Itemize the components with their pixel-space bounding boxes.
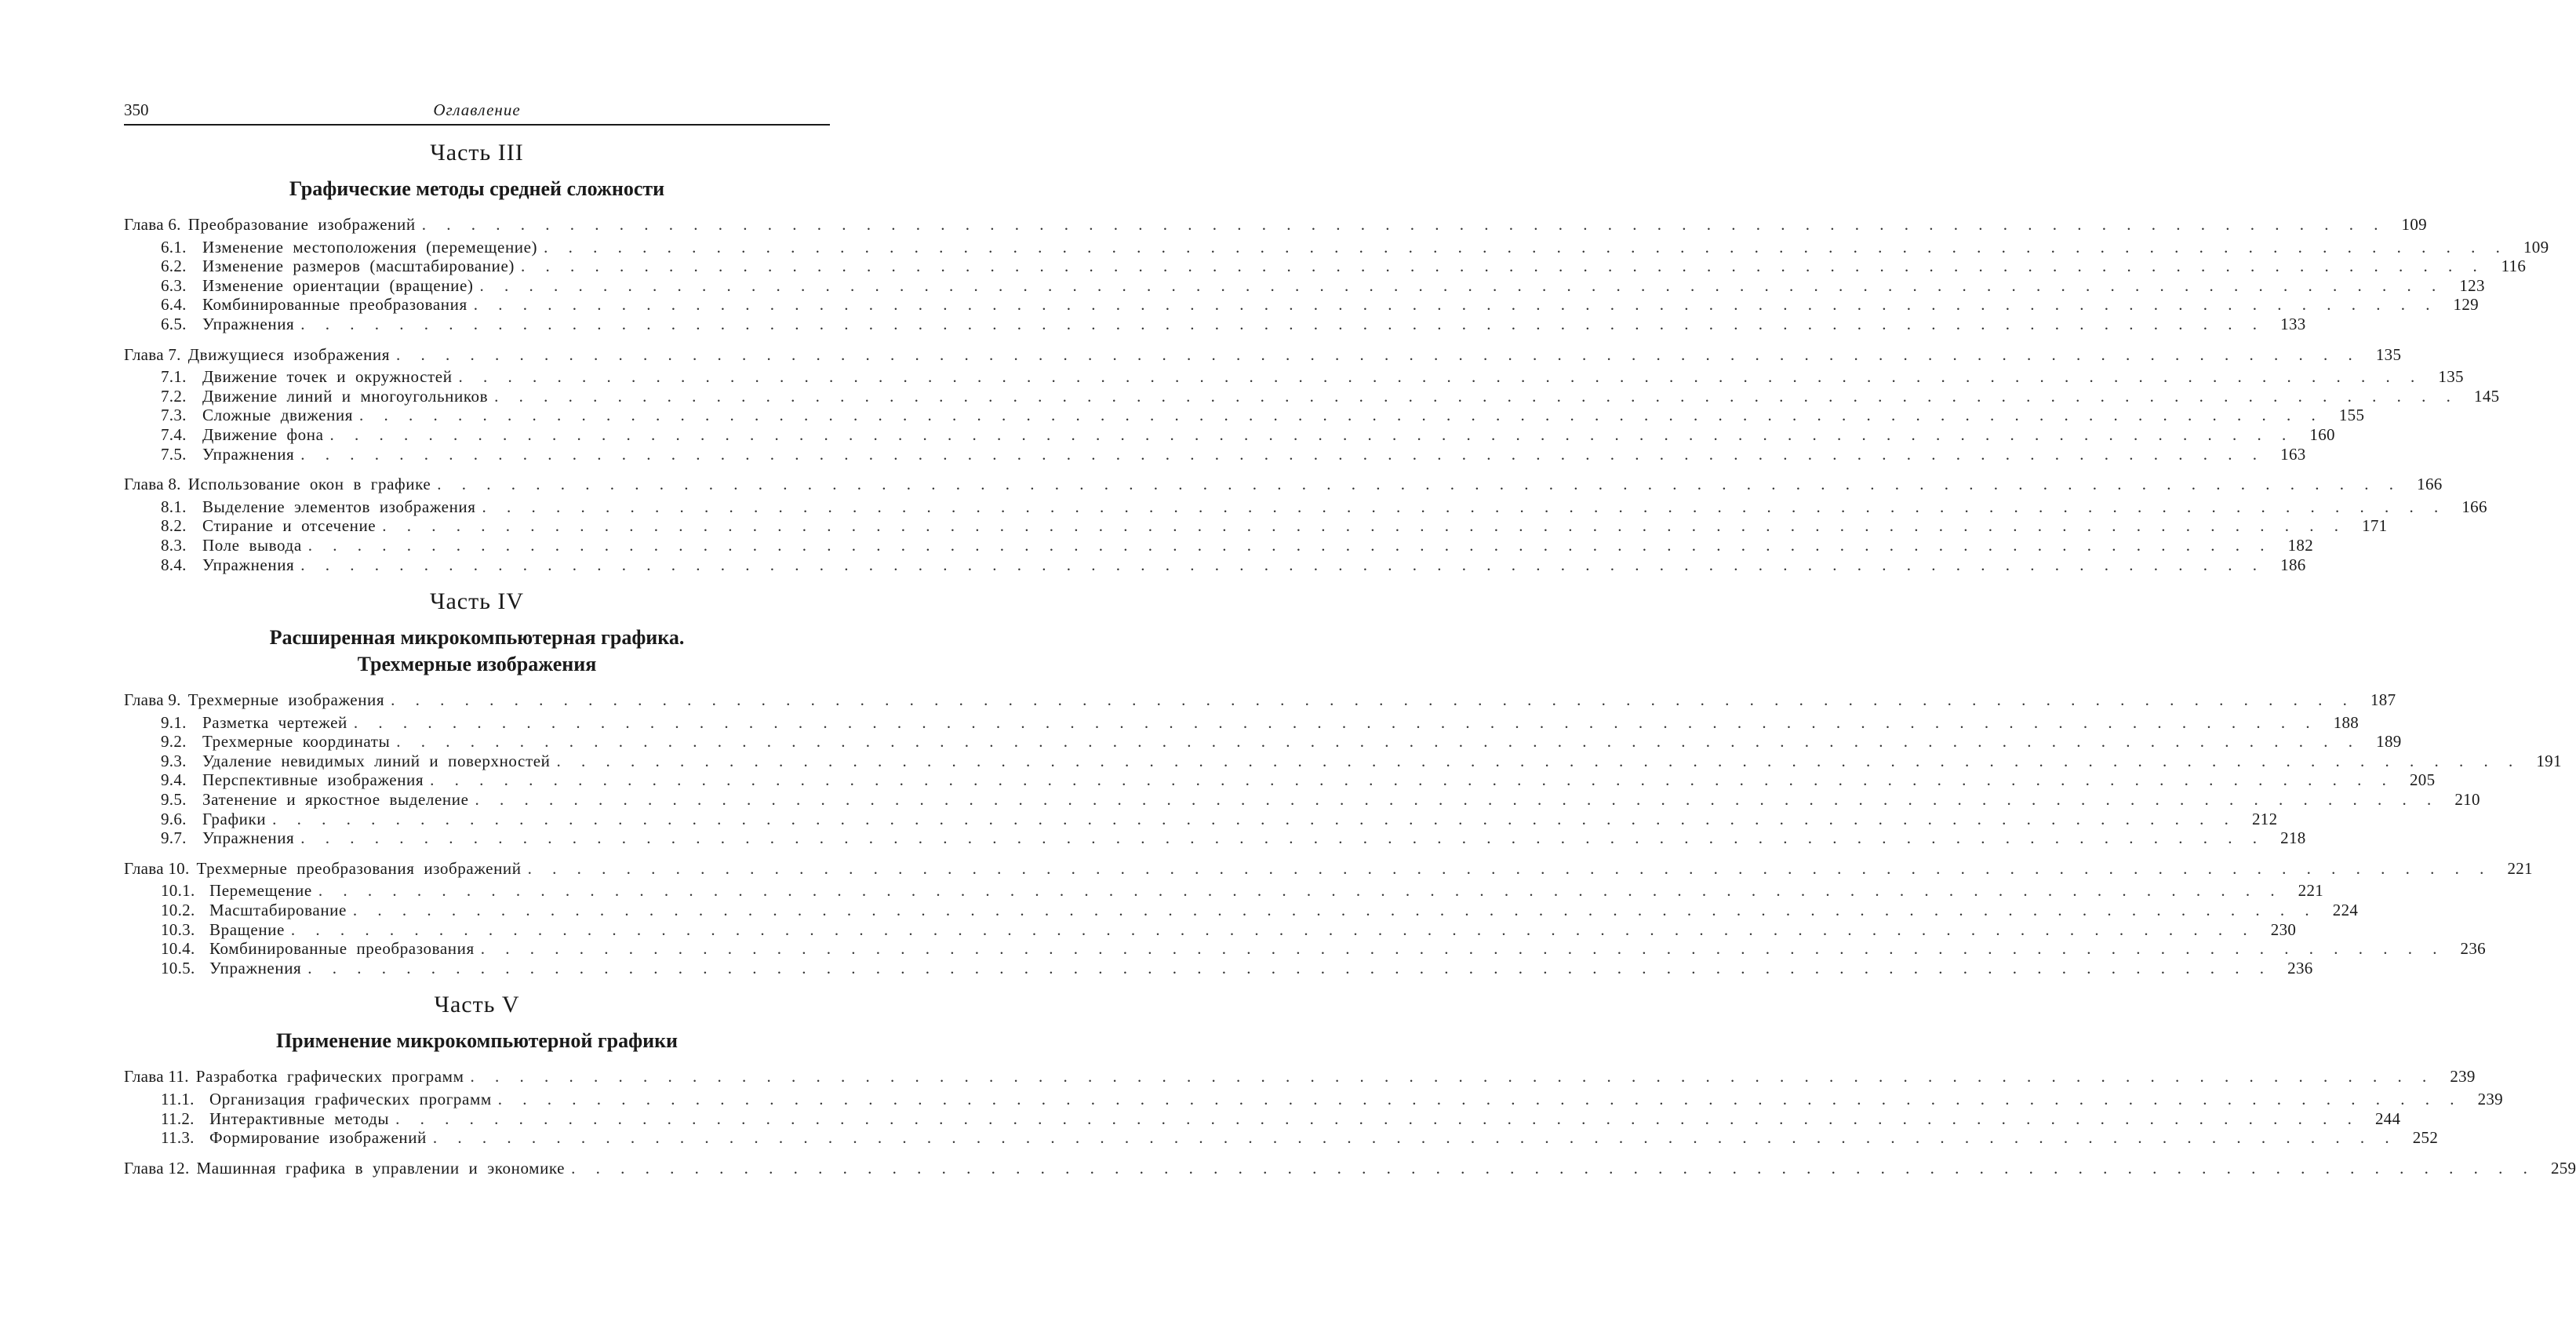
chapter-title: Трехмерные преобразования изображений [196, 858, 522, 878]
dot-leader: . . . . . . . . . . . . . . . . . . . . . . . . . . . . . . . . . . . . . . . . . . . . . . . . . . . . . . . . . . . . . . . . . . . . . . . . . . . . . . . . [494, 386, 2459, 406]
section-entry [124, 237, 2549, 257]
page-ref: 259 [2550, 1158, 2576, 1178]
section-title: Изменение размеров (масштабирование) [202, 257, 515, 276]
section-entry [124, 257, 2527, 276]
section-entry [124, 770, 2436, 790]
dot-leader: . . . . . . . . . . . . . . . . . . . . . . . . . . . . . . . . . . . . . . . . . . . . . . . . . . . . . . . . . . . . . . . . . . . . . . . . . . . . . . . . [307, 535, 2272, 555]
chapter-entry [124, 344, 2402, 365]
page-ref: 252 [2412, 1128, 2439, 1148]
chapter-block [124, 344, 2500, 464]
section-title: Движение точек и окружностей [202, 367, 453, 387]
section-number: 11.3. [161, 1128, 195, 1148]
section-title: Интерактивные методы [209, 1108, 390, 1128]
chapter-title: Преобразование изображений [187, 215, 416, 234]
section-number: 9.4. [161, 770, 187, 790]
section-title: Вращение [209, 919, 285, 939]
chapter-block [124, 858, 2533, 978]
dot-leader: . . . . . . . . . . . . . . . . . . . . . . . . . . . . . . . . . . . . . . . . . . . . . . . . . . . . . . . . . . . . . . . . . . . . . . . . . . . . . . . . [329, 424, 2294, 444]
table-of-contents [124, 140, 2576, 1178]
page-ref: 171 [2362, 516, 2388, 536]
part-label: Часть III [430, 140, 524, 166]
dot-leader: . . . . . . . . . . . . . . . . . . . . . . . . . . . . . . . . . . . . . . . . . . . . . . . . . . . . . . . . . . . . . . . . . . . . . . . . . . . . . . . . [432, 1128, 2398, 1148]
section-entry [124, 275, 2485, 296]
part-heading [124, 992, 830, 1054]
chapter-number: Глава 12. [124, 1158, 190, 1178]
section-number: 8.1. [161, 497, 187, 516]
section-number: 6.3. [161, 275, 187, 295]
page-ref: 123 [2459, 275, 2485, 295]
dot-leader: . . . . . . . . . . . . . . . . . . . . . . . . . . . . . . . . . . . . . . . . . . . . . . . . . . . . . . . . . . . . . . . . . . . . . . . . . . . . . . . . [290, 919, 2256, 939]
running-head [124, 100, 830, 126]
section-title: Комбинированные преобразования [202, 295, 468, 315]
section-number: 6.5. [161, 314, 187, 333]
section-number: 10.3. [161, 919, 195, 939]
dot-leader: . . . . . . . . . . . . . . . . . . . . . . . . . . . . . . . . . . . . . . . . . . . . . . . . . . . . . . . . . . . . . . . . . . . . . . . . . . . . . . . . [300, 828, 2265, 848]
page-ref: 133 [2280, 314, 2306, 333]
chapter-entry [124, 475, 2443, 494]
dot-leader: . . . . . . . . . . . . . . . . . . . . . . . . . . . . . . . . . . . . . . . . . . . . . . . . . . . . . . . . . . . . . . . . . . . . . . . . . . . . . . . . [475, 790, 2440, 810]
section-entry [124, 828, 2306, 848]
section-title: Движение линий и многоугольников [202, 386, 489, 406]
section-title: Поле вывода [202, 535, 302, 555]
running-title: Оглавление [433, 100, 521, 119]
section-number: 7.2. [161, 386, 187, 406]
chapter-entry [124, 690, 2396, 710]
section-title: Упражнения [202, 555, 295, 574]
chapter-entry [124, 1067, 2476, 1087]
section-title: Сложные движения [202, 406, 354, 425]
part-title-line: Применение микрокомпьютерной графики [275, 1029, 679, 1053]
section-number: 10.5. [161, 958, 195, 977]
dot-leader: . . . . . . . . . . . . . . . . . . . . . . . . . . . . . . . . . . . . . . . . . . . . . . . . . . . . . . . . . . . . . . . . . . . . . . . . . . . . . . . . [480, 939, 2445, 959]
section-title: Движение фона [202, 424, 324, 444]
section-entry [124, 555, 2306, 575]
page-ref: 244 [2374, 1108, 2401, 1128]
chapter-number: Глава 10. [124, 858, 190, 878]
dot-leader: . . . . . . . . . . . . . . . . . . . . . . . . . . . . . . . . . . . . . . . . . . . . . . . . . . . . . . . . . . . . . . . . . . . . . . . . . . . . . . . . [272, 809, 2237, 828]
page-ref: 182 [2287, 535, 2313, 555]
section-entry [124, 919, 2297, 940]
page-ref: 186 [2280, 555, 2306, 574]
dot-leader: . . . . . . . . . . . . . . . . . . . . . . . . . . . . . . . . . . . . . . . . . . . . . . . . . . . . . . . . . . . . . . . . . . . . . . . . . . . . . . . . [382, 516, 2347, 536]
page-ref: 239 [2450, 1067, 2476, 1087]
section-number: 11.2. [161, 1108, 195, 1128]
section-title: Упражнения [202, 828, 295, 848]
section-title: Изменение местоположения (перемещение) [202, 237, 538, 257]
section-title: Стирание и отсечение [202, 516, 377, 536]
dot-leader: . . . . . . . . . . . . . . . . . . . . . . . . . . . . . . . . . . . . . . . . . . . . . . . . . . . . . . . . . . . . . . . . . . . . . . . . . . . . . . . . [300, 314, 2265, 333]
part-title [124, 1028, 830, 1054]
dot-leader: . . . . . . . . . . . . . . . . . . . . . . . . . . . . . . . . . . . . . . . . . . . . . . . . . . . . . . . . . . . . . . . . . . . . . . . . . . . . . . . . [497, 1090, 2462, 1108]
section-entry [124, 367, 2464, 387]
section-number: 9.1. [161, 712, 187, 732]
page-ref: 160 [2309, 424, 2335, 444]
chapter-title: Движущиеся изображения [187, 344, 391, 364]
chapter-block [124, 1067, 2503, 1148]
page-ref: 224 [2332, 901, 2359, 920]
dot-leader: . . . . . . . . . . . . . . . . . . . . . . . . . . . . . . . . . . . . . . . . . . . . . . . . . . . . . . . . . . . . . . . . . . . . . . . . . . . . . . . . [391, 690, 2356, 710]
section-title: Формирование изображений [209, 1128, 427, 1148]
chapter-block [124, 475, 2487, 574]
section-title: Удаление невидимых линий и поверхностей [202, 751, 551, 770]
part-heading [124, 140, 830, 202]
chapter-title: Использование окон в графике [187, 475, 431, 494]
section-entry [124, 535, 2313, 555]
section-entry [124, 444, 2306, 464]
dot-leader: . . . . . . . . . . . . . . . . . . . . . . . . . . . . . . . . . . . . . . . . . . . . . . . . . . . . . . . . . . . . . . . . . . . . . . . . . . . . . . . . [458, 367, 2423, 387]
page-ref: 135 [2438, 367, 2464, 387]
section-number: 9.7. [161, 828, 187, 848]
section-title: Разметка чертежей [202, 712, 347, 732]
dot-leader: . . . . . . . . . . . . . . . . . . . . . . . . . . . . . . . . . . . . . . . . . . . . . . . . . . . . . . . . . . . . . . . . . . . . . . . . . . . . . . . . [479, 275, 2444, 295]
chapter-number: Глава 11. [124, 1067, 189, 1087]
section-title: Изменение ориентации (вращение) [202, 275, 474, 295]
part-label: Часть V [434, 992, 520, 1018]
chapter-block [124, 1158, 2576, 1178]
section-entry [124, 939, 2486, 959]
section-number: 6.4. [161, 295, 187, 315]
chapter-block [124, 215, 2549, 334]
dot-leader: . . . . . . . . . . . . . . . . . . . . . . . . . . . . . . . . . . . . . . . . . . . . . . . . . . . . . . . . . . . . . . . . . . . . . . . . . . . . . . . . [395, 1108, 2360, 1128]
page-ref: 109 [2401, 215, 2427, 234]
part-title-line: Трехмерные изображения [357, 653, 597, 676]
part-title [124, 176, 830, 202]
page-ref: 221 [2507, 858, 2533, 878]
page-ref: 230 [2270, 919, 2297, 939]
dot-leader: . . . . . . . . . . . . . . . . . . . . . . . . . . . . . . . . . . . . . . . . . . . . . . . . . . . . . . . . . . . . . . . . . . . . . . . . . . . . . . . . [437, 475, 2402, 494]
page-ref: 129 [2453, 295, 2479, 315]
dot-leader: . . . . . . . . . . . . . . . . . . . . . . . . . . . . . . . . . . . . . . . . . . . . . . . . . . . . . . . . . . . . . . . . . . . . . . . . . . . . . . . . [544, 237, 2509, 257]
section-number: 6.2. [161, 257, 187, 276]
page-ref: 187 [2370, 690, 2396, 710]
section-title: Перспективные изображения [202, 770, 424, 790]
section-title: Выделение элементов изображения [202, 497, 476, 516]
page-ref: 212 [2251, 809, 2278, 828]
dot-leader: . . . . . . . . . . . . . . . . . . . . . . . . . . . . . . . . . . . . . . . . . . . . . . . . . . . . . . . . . . . . . . . . . . . . . . . . . . . . . . . . [470, 1067, 2435, 1087]
page-ref: 239 [2477, 1090, 2503, 1108]
dot-leader: . . . . . . . . . . . . . . . . . . . . . . . . . . . . . . . . . . . . . . . . . . . . . . . . . . . . . . . . . . . . . . . . . . . . . . . . . . . . . . . . [300, 444, 2265, 464]
chapter-block [124, 690, 2562, 848]
page-ref: 236 [2460, 939, 2486, 959]
section-title: Затенение и яркостное выделение [202, 790, 469, 810]
chapter-number: Глава 8. [124, 475, 181, 494]
section-number: 7.5. [161, 444, 187, 464]
section-title: Комбинированные преобразования [209, 939, 475, 959]
section-number: 9.6. [161, 809, 187, 828]
dot-leader: . . . . . . . . . . . . . . . . . . . . . . . . . . . . . . . . . . . . . . . . . . . . . . . . . . . . . . . . . . . . . . . . . . . . . . . . . . . . . . . . [421, 215, 2386, 234]
section-entry [124, 751, 2562, 771]
page-ref: 236 [2287, 958, 2313, 977]
section-title: Упражнения [202, 314, 295, 333]
section-entry [124, 406, 2365, 425]
chapter-title: Разработка графических программ [195, 1067, 464, 1087]
section-title: Перемещение [209, 881, 312, 901]
section-entry [124, 732, 2402, 752]
chapter-entry [124, 1158, 2576, 1178]
section-number: 9.3. [161, 751, 187, 770]
section-title: Упражнения [209, 958, 302, 977]
section-number: 9.5. [161, 790, 187, 810]
section-entry [124, 1128, 2439, 1148]
dot-leader: . . . . . . . . . . . . . . . . . . . . . . . . . . . . . . . . . . . . . . . . . . . . . . . . . . . . . . . . . . . . . . . . . . . . . . . . . . . . . . . . [300, 555, 2265, 574]
chapter-title: Трехмерные изображения [187, 690, 385, 710]
dot-leader: . . . . . . . . . . . . . . . . . . . . . . . . . . . . . . . . . . . . . . . . . . . . . . . . . . . . . . . . . . . . . . . . . . . . . . . . . . . . . . . . [396, 732, 2361, 752]
page-ref: 145 [2474, 386, 2500, 406]
dot-leader: . . . . . . . . . . . . . . . . . . . . . . . . . . . . . . . . . . . . . . . . . . . . . . . . . . . . . . . . . . . . . . . . . . . . . . . . . . . . . . . . [556, 751, 2521, 770]
dot-leader: . . . . . . . . . . . . . . . . . . . . . . . . . . . . . . . . . . . . . . . . . . . . . . . . . . . . . . . . . . . . . . . . . . . . . . . . . . . . . . . . [520, 257, 2486, 276]
section-entry [124, 1108, 2401, 1129]
section-entry [124, 958, 2313, 978]
part-heading [124, 588, 830, 678]
section-entry [124, 809, 2278, 829]
page-ref: 210 [2454, 790, 2480, 810]
section-number: 8.2. [161, 516, 187, 536]
part-title-line: Графические методы средней сложности [289, 177, 665, 200]
section-number: 7.3. [161, 406, 187, 425]
part-title-line: Расширенная микрокомпьютерная графика. [269, 626, 685, 650]
dot-leader: . . . . . . . . . . . . . . . . . . . . . . . . . . . . . . . . . . . . . . . . . . . . . . . . . . . . . . . . . . . . . . . . . . . . . . . . . . . . . . . . [430, 770, 2395, 790]
section-title: Графики [202, 809, 267, 828]
part-title [124, 624, 830, 678]
part-label: Часть IV [429, 588, 525, 615]
page-ref: 188 [2333, 712, 2360, 732]
section-number: 10.2. [161, 901, 195, 920]
dot-leader: . . . . . . . . . . . . . . . . . . . . . . . . . . . . . . . . . . . . . . . . . . . . . . . . . . . . . . . . . . . . . . . . . . . . . . . . . . . . . . . . [352, 901, 2318, 920]
chapter-number: Глава 7. [124, 344, 181, 364]
section-number: 8.4. [161, 555, 187, 574]
section-number: 11.1. [161, 1090, 195, 1108]
dot-leader: . . . . . . . . . . . . . . . . . . . . . . . . . . . . . . . . . . . . . . . . . . . . . . . . . . . . . . . . . . . . . . . . . . . . . . . . . . . . . . . . [482, 497, 2447, 516]
dot-leader: . . . . . . . . . . . . . . . . . . . . . . . . . . . . . . . . . . . . . . . . . . . . . . . . . . . . . . . . . . . . . . . . . . . . . . . . . . . . . . . . [353, 712, 2319, 732]
page-ref: 135 [2375, 344, 2402, 364]
dot-leader: . . . . . . . . . . . . . . . . . . . . . . . . . . . . . . . . . . . . . . . . . . . . . . . . . . . . . . . . . . . . . . . . . . . . . . . . . . . . . . . . [318, 881, 2283, 901]
chapter-entry [124, 858, 2533, 879]
page-number: 350 [124, 100, 149, 119]
section-entry [124, 424, 2335, 445]
section-number: 7.1. [161, 367, 187, 387]
section-number: 7.4. [161, 424, 187, 444]
section-entry [124, 881, 2324, 901]
section-title: Масштабирование [209, 901, 347, 920]
page-ref: 116 [2501, 257, 2527, 276]
page-ref: 109 [2523, 237, 2549, 257]
section-entry [124, 901, 2359, 920]
page-ref: 221 [2298, 881, 2324, 901]
section-entry [124, 497, 2487, 517]
page-ref: 155 [2338, 406, 2365, 425]
chapter-number: Глава 9. [124, 690, 181, 710]
page-ref: 191 [2536, 751, 2562, 770]
page-ref: 166 [2461, 497, 2487, 516]
page-ref: 166 [2417, 475, 2443, 494]
section-entry [124, 386, 2500, 406]
section-entry [124, 1090, 2503, 1109]
dot-leader: . . . . . . . . . . . . . . . . . . . . . . . . . . . . . . . . . . . . . . . . . . . . . . . . . . . . . . . . . . . . . . . . . . . . . . . . . . . . . . . . [571, 1158, 2536, 1178]
page-ref: 189 [2376, 732, 2402, 752]
page-ref: 218 [2280, 828, 2306, 848]
chapter-title: Машинная графика в управлении и экономике [196, 1158, 566, 1178]
section-entry [124, 314, 2306, 334]
section-number: 9.2. [161, 732, 187, 752]
section-entry [124, 295, 2479, 315]
section-number: 10.1. [161, 881, 195, 901]
chapter-number: Глава 6. [124, 215, 181, 234]
page-ref: 205 [2410, 770, 2436, 790]
dot-leader: . . . . . . . . . . . . . . . . . . . . . . . . . . . . . . . . . . . . . . . . . . . . . . . . . . . . . . . . . . . . . . . . . . . . . . . . . . . . . . . . [527, 858, 2492, 878]
section-title: Организация графических программ [209, 1090, 492, 1108]
section-number: 10.4. [161, 939, 195, 959]
section-entry [124, 790, 2480, 810]
section-title: Трехмерные координаты [202, 732, 391, 752]
dot-leader: . . . . . . . . . . . . . . . . . . . . . . . . . . . . . . . . . . . . . . . . . . . . . . . . . . . . . . . . . . . . . . . . . . . . . . . . . . . . . . . . [359, 406, 2324, 425]
page-ref: 163 [2280, 444, 2306, 464]
section-entry [124, 712, 2360, 733]
section-entry [124, 516, 2388, 536]
dot-leader: . . . . . . . . . . . . . . . . . . . . . . . . . . . . . . . . . . . . . . . . . . . . . . . . . . . . . . . . . . . . . . . . . . . . . . . . . . . . . . . . [396, 344, 2361, 364]
dot-leader: . . . . . . . . . . . . . . . . . . . . . . . . . . . . . . . . . . . . . . . . . . . . . . . . . . . . . . . . . . . . . . . . . . . . . . . . . . . . . . . . [473, 295, 2438, 315]
dot-leader: . . . . . . . . . . . . . . . . . . . . . . . . . . . . . . . . . . . . . . . . . . . . . . . . . . . . . . . . . . . . . . . . . . . . . . . . . . . . . . . . [307, 958, 2272, 977]
section-number: 8.3. [161, 535, 187, 555]
section-title: Упражнения [202, 444, 295, 464]
chapter-entry [124, 215, 2427, 235]
section-number: 6.1. [161, 237, 187, 257]
